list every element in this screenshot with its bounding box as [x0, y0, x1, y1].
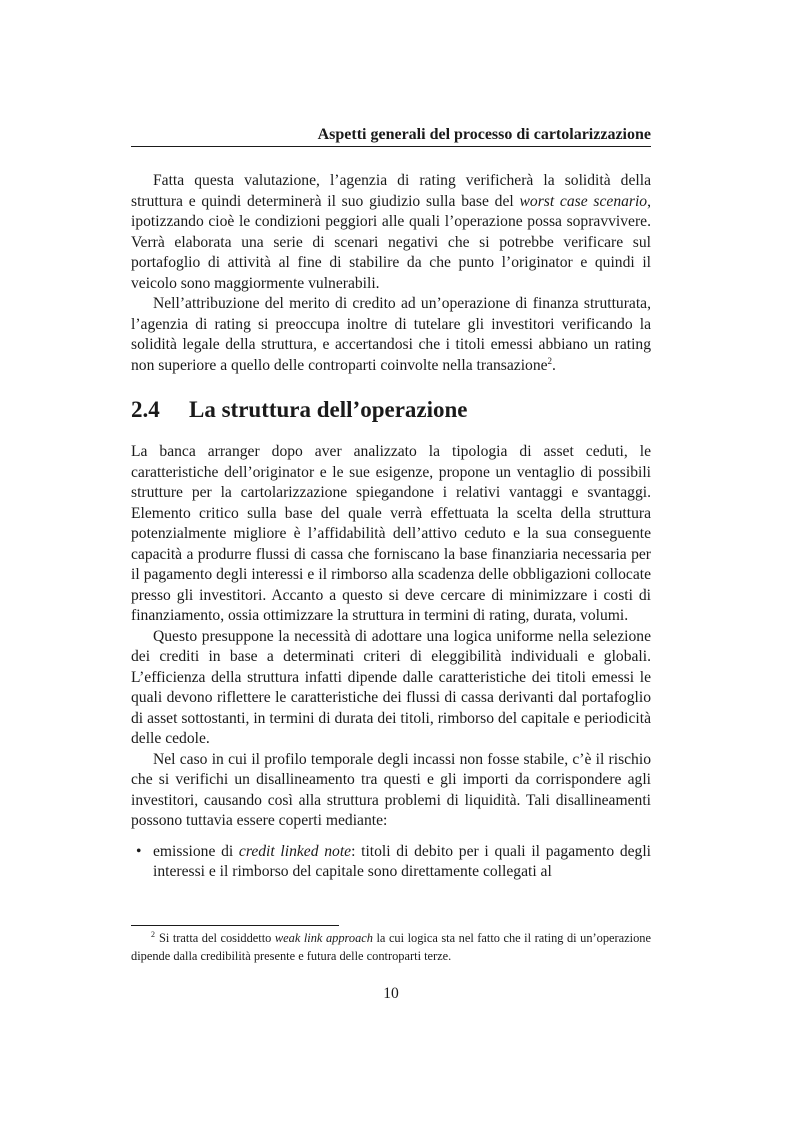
paragraph-rating-merit — [131, 294, 651, 376]
paragraph-text: Fatta questa valutazione, l’agenzia di rating verificherà la solidità della struttura e quindi determinerà il suo giudizio sulla base del — [131, 172, 651, 210]
list-item — [131, 842, 651, 883]
emphasis-worst-case-scenario: worst case scenario — [519, 192, 648, 210]
paragraph-end: . — [552, 356, 556, 374]
paragraph-arranger: La banca arranger dopo aver analizzato la tipologia di asset ceduti, le caratteristiche dell’originator e le sue esigenze, propone un ventaglio di possibili strutture per la cartolarizzazione spiegandone i relativi vantaggi e svantaggi. Elemento critico sulla base del quale verrà effettuata la scelta della struttura potenzialmente migliore è l’affidabilità dell’attivo ceduto e la sua conseguente capacità a produrre flussi di cassa che forniscano la base finanziaria necessaria per il pagamento degli interessi e il rimborso alla scadenza delle obbligazioni collocate presso gli investitori. Accanto a questo si deve cercare di minimizzare i costi di finanziamento, ossia ottimizzare la struttura in termini di rating, durata, volumi. — [131, 443, 651, 624]
footnote — [131, 930, 651, 965]
list-item-text: emissione di — [153, 842, 239, 860]
section-heading — [131, 396, 651, 424]
list-item-text: : titoli di debito per i quali il pagamento degli interessi e il rimborso del capitale sono direttamente collegati al — [153, 842, 652, 880]
footnote-number: 2 — [151, 929, 155, 939]
emphasis-weak-link-approach: weak link approach — [274, 931, 373, 945]
section-number: 2.4 — [131, 397, 160, 422]
paragraph-misalignment: Nel caso in cui il profilo temporale degli incassi non fosse stabile, c’è il rischio che si verifichi un disallineamento tra questi e gli importi da corrispondere agli investitori, causando così alla struttura problemi di liquidità. Tali disallineamenti possono tuttavia essere coperti mediante: — [131, 750, 651, 829]
footnote-text: la cui logica sta nel fatto che il rating di un’operazione dipende dalla credibilità presente e futura delle controparti terze. — [131, 931, 651, 963]
footnote-rule — [131, 925, 339, 926]
paragraph-text: , ipotizzando cioè le condizioni peggiori alle quali l’operazione possa sopravvivere. Verrà elaborata una serie di scenari negativi che si potrebbe verificare sul portafoglio di attività al fine di stabilire da che punto l’originator e quindi il veicolo sono maggiormente vulnerabili. — [131, 192, 652, 292]
bullet-list — [131, 842, 651, 883]
paragraph-worst-case — [131, 171, 651, 294]
footnote-reference[interactable]: 2 — [547, 355, 553, 366]
header-rule — [131, 146, 651, 147]
emphasis-credit-linked-note: credit linked note — [238, 842, 352, 860]
body-text — [131, 171, 651, 883]
bullet-dot: • — [136, 842, 142, 860]
paragraph-eligibility: Questo presuppone la necessità di adottare una logica uniforme nella selezione dei crediti in base a determinati criteri di eleggibilità individuali e globali. L’efficienza della struttura infatti dipende dalle caratteristiche dei titoli emessi le quali devono riflettere le caratteristiche dei flussi di cassa derivanti dal portafoglio di asset sottostanti, in termini di durata dei titoli, rimborso del capitale e periodicità delle cedole. — [131, 627, 651, 747]
page-number: 10 — [383, 985, 399, 1002]
paragraph-text: Nell’attribuzione del merito di credito ad un’operazione di finanza strutturata, l’agenzia di rating si preoccupa inoltre di tutelare gli investitori verificando la solidità legale della struttura, e accertandosi che i titoli emessi abbiano un rating non superiore a quello delle controparti coinvolte nella transazione — [131, 295, 651, 374]
section-title: La struttura dell’operazione — [189, 397, 468, 422]
footnote-text: Si tratta del cosiddetto — [159, 931, 275, 945]
running-header: Aspetti generali del processo di cartolarizzazione — [317, 126, 651, 143]
